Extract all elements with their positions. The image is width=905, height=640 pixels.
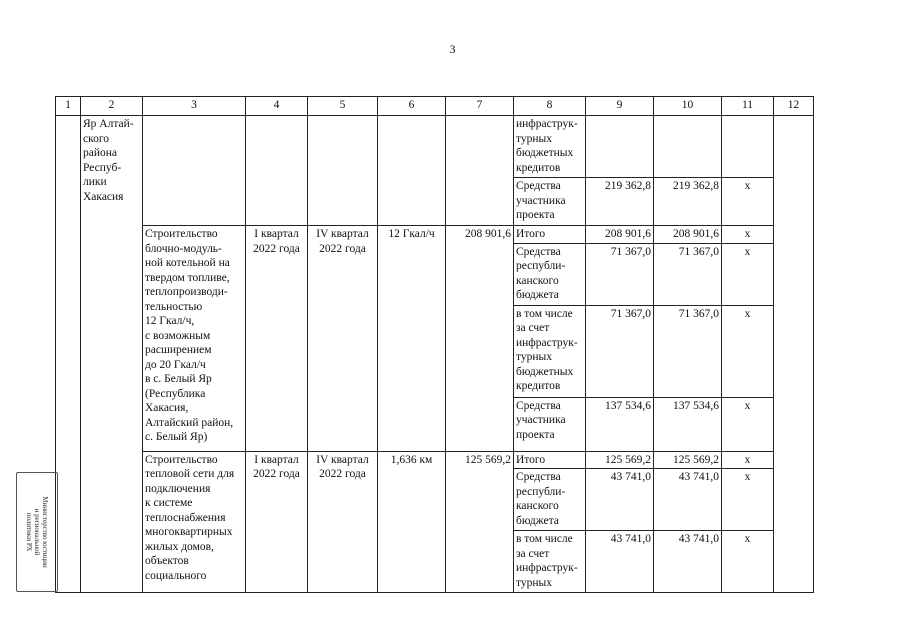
header-cell: 3: [143, 97, 246, 116]
funding-source-cell: Средства участника проекта: [514, 397, 586, 451]
funding-source-cell: инфраструк- турных бюджетных кредитов: [514, 116, 586, 178]
stamp-text: Министерство юстиции и региональной политики РХ: [25, 496, 49, 568]
project-name-cell: Строительство тепловой сети для подключения к системе теплоснабжения многоквартирных жилых домов, объектов социального: [143, 451, 246, 593]
value-cell: [586, 116, 654, 178]
value-cell: 71 367,0: [586, 305, 654, 397]
funding-source-cell: Средства республи- канского бюджета: [514, 243, 586, 305]
empty-cell: [446, 116, 514, 226]
region-cell: Яр Алтай- ского района Респуб- лики Хакасия: [81, 116, 143, 593]
marker-cell: х: [722, 226, 774, 244]
table-row: [56, 451, 814, 469]
value-cell: [654, 116, 722, 178]
header-row: [56, 97, 814, 116]
value-cell: 208 901,6: [654, 226, 722, 244]
marker-cell: [722, 116, 774, 178]
table-row: [56, 226, 814, 244]
marker-cell: х: [722, 397, 774, 451]
capacity-cell: 1,636 км: [378, 451, 446, 593]
empty-cell: [246, 116, 308, 226]
total-cost-cell: 208 901,6: [446, 226, 514, 452]
marker-cell: х: [722, 469, 774, 531]
header-cell: 6: [378, 97, 446, 116]
value-cell: 208 901,6: [586, 226, 654, 244]
header-cell: 7: [446, 97, 514, 116]
value-cell: 43 741,0: [654, 531, 722, 593]
marker-cell: х: [722, 178, 774, 226]
funding-source-cell: Итого: [514, 226, 586, 244]
value-cell: 219 362,8: [586, 178, 654, 226]
registration-stamp: [16, 472, 58, 592]
funding-source-cell: Итого: [514, 451, 586, 469]
header-cell: 9: [586, 97, 654, 116]
funding-source-cell: Средства республи- канского бюджета: [514, 469, 586, 531]
end-date-cell: IV квартал 2022 года: [308, 226, 378, 452]
header-cell: 8: [514, 97, 586, 116]
funding-source-cell: в том числе за счет инфраструк- турных: [514, 531, 586, 593]
marker-cell: х: [722, 243, 774, 305]
header-cell: 1: [56, 97, 81, 116]
project-name-cell: Строительство блочно-модуль- ной котельной на твердом топливе, теплопроизводи- тельностью 12 Гкал/ч, с возможным расширением до 20 Гкал/ч в с. Белый Яр (Республика Хакасия, Алтайский район, с. Белый Яр): [143, 226, 246, 452]
funding-source-cell: Средства участника проекта: [514, 178, 586, 226]
marker-cell: х: [722, 451, 774, 469]
marker-cell: х: [722, 305, 774, 397]
empty-cell: [308, 116, 378, 226]
value-cell: 71 367,0: [654, 305, 722, 397]
col12-cell: [774, 116, 814, 593]
header-cell: 4: [246, 97, 308, 116]
value-cell: 71 367,0: [654, 243, 722, 305]
value-cell: 137 534,6: [586, 397, 654, 451]
funding-source-cell: в том числе за счет инфраструк- турных бюджетных кредитов: [514, 305, 586, 397]
value-cell: 43 741,0: [586, 531, 654, 593]
header-cell: 12: [774, 97, 814, 116]
col1-cell: [56, 116, 81, 593]
value-cell: 219 362,8: [654, 178, 722, 226]
header-cell: 10: [654, 97, 722, 116]
marker-cell: х: [722, 531, 774, 593]
header-cell: 5: [308, 97, 378, 116]
program-table: [55, 96, 814, 593]
end-date-cell: IV квартал 2022 года: [308, 451, 378, 593]
table-row: [56, 116, 814, 178]
page-number: 3: [449, 42, 456, 56]
start-date-cell: I квартал 2022 года: [246, 451, 308, 593]
total-cost-cell: 125 569,2: [446, 451, 514, 593]
header-cell: 2: [81, 97, 143, 116]
empty-cell: [143, 116, 246, 226]
capacity-cell: 12 Гкал/ч: [378, 226, 446, 452]
value-cell: 43 741,0: [586, 469, 654, 531]
value-cell: 125 569,2: [586, 451, 654, 469]
start-date-cell: I квартал 2022 года: [246, 226, 308, 452]
empty-cell: [378, 116, 446, 226]
value-cell: 125 569,2: [654, 451, 722, 469]
value-cell: 43 741,0: [654, 469, 722, 531]
header-cell: 11: [722, 97, 774, 116]
value-cell: 137 534,6: [654, 397, 722, 451]
value-cell: 71 367,0: [586, 243, 654, 305]
